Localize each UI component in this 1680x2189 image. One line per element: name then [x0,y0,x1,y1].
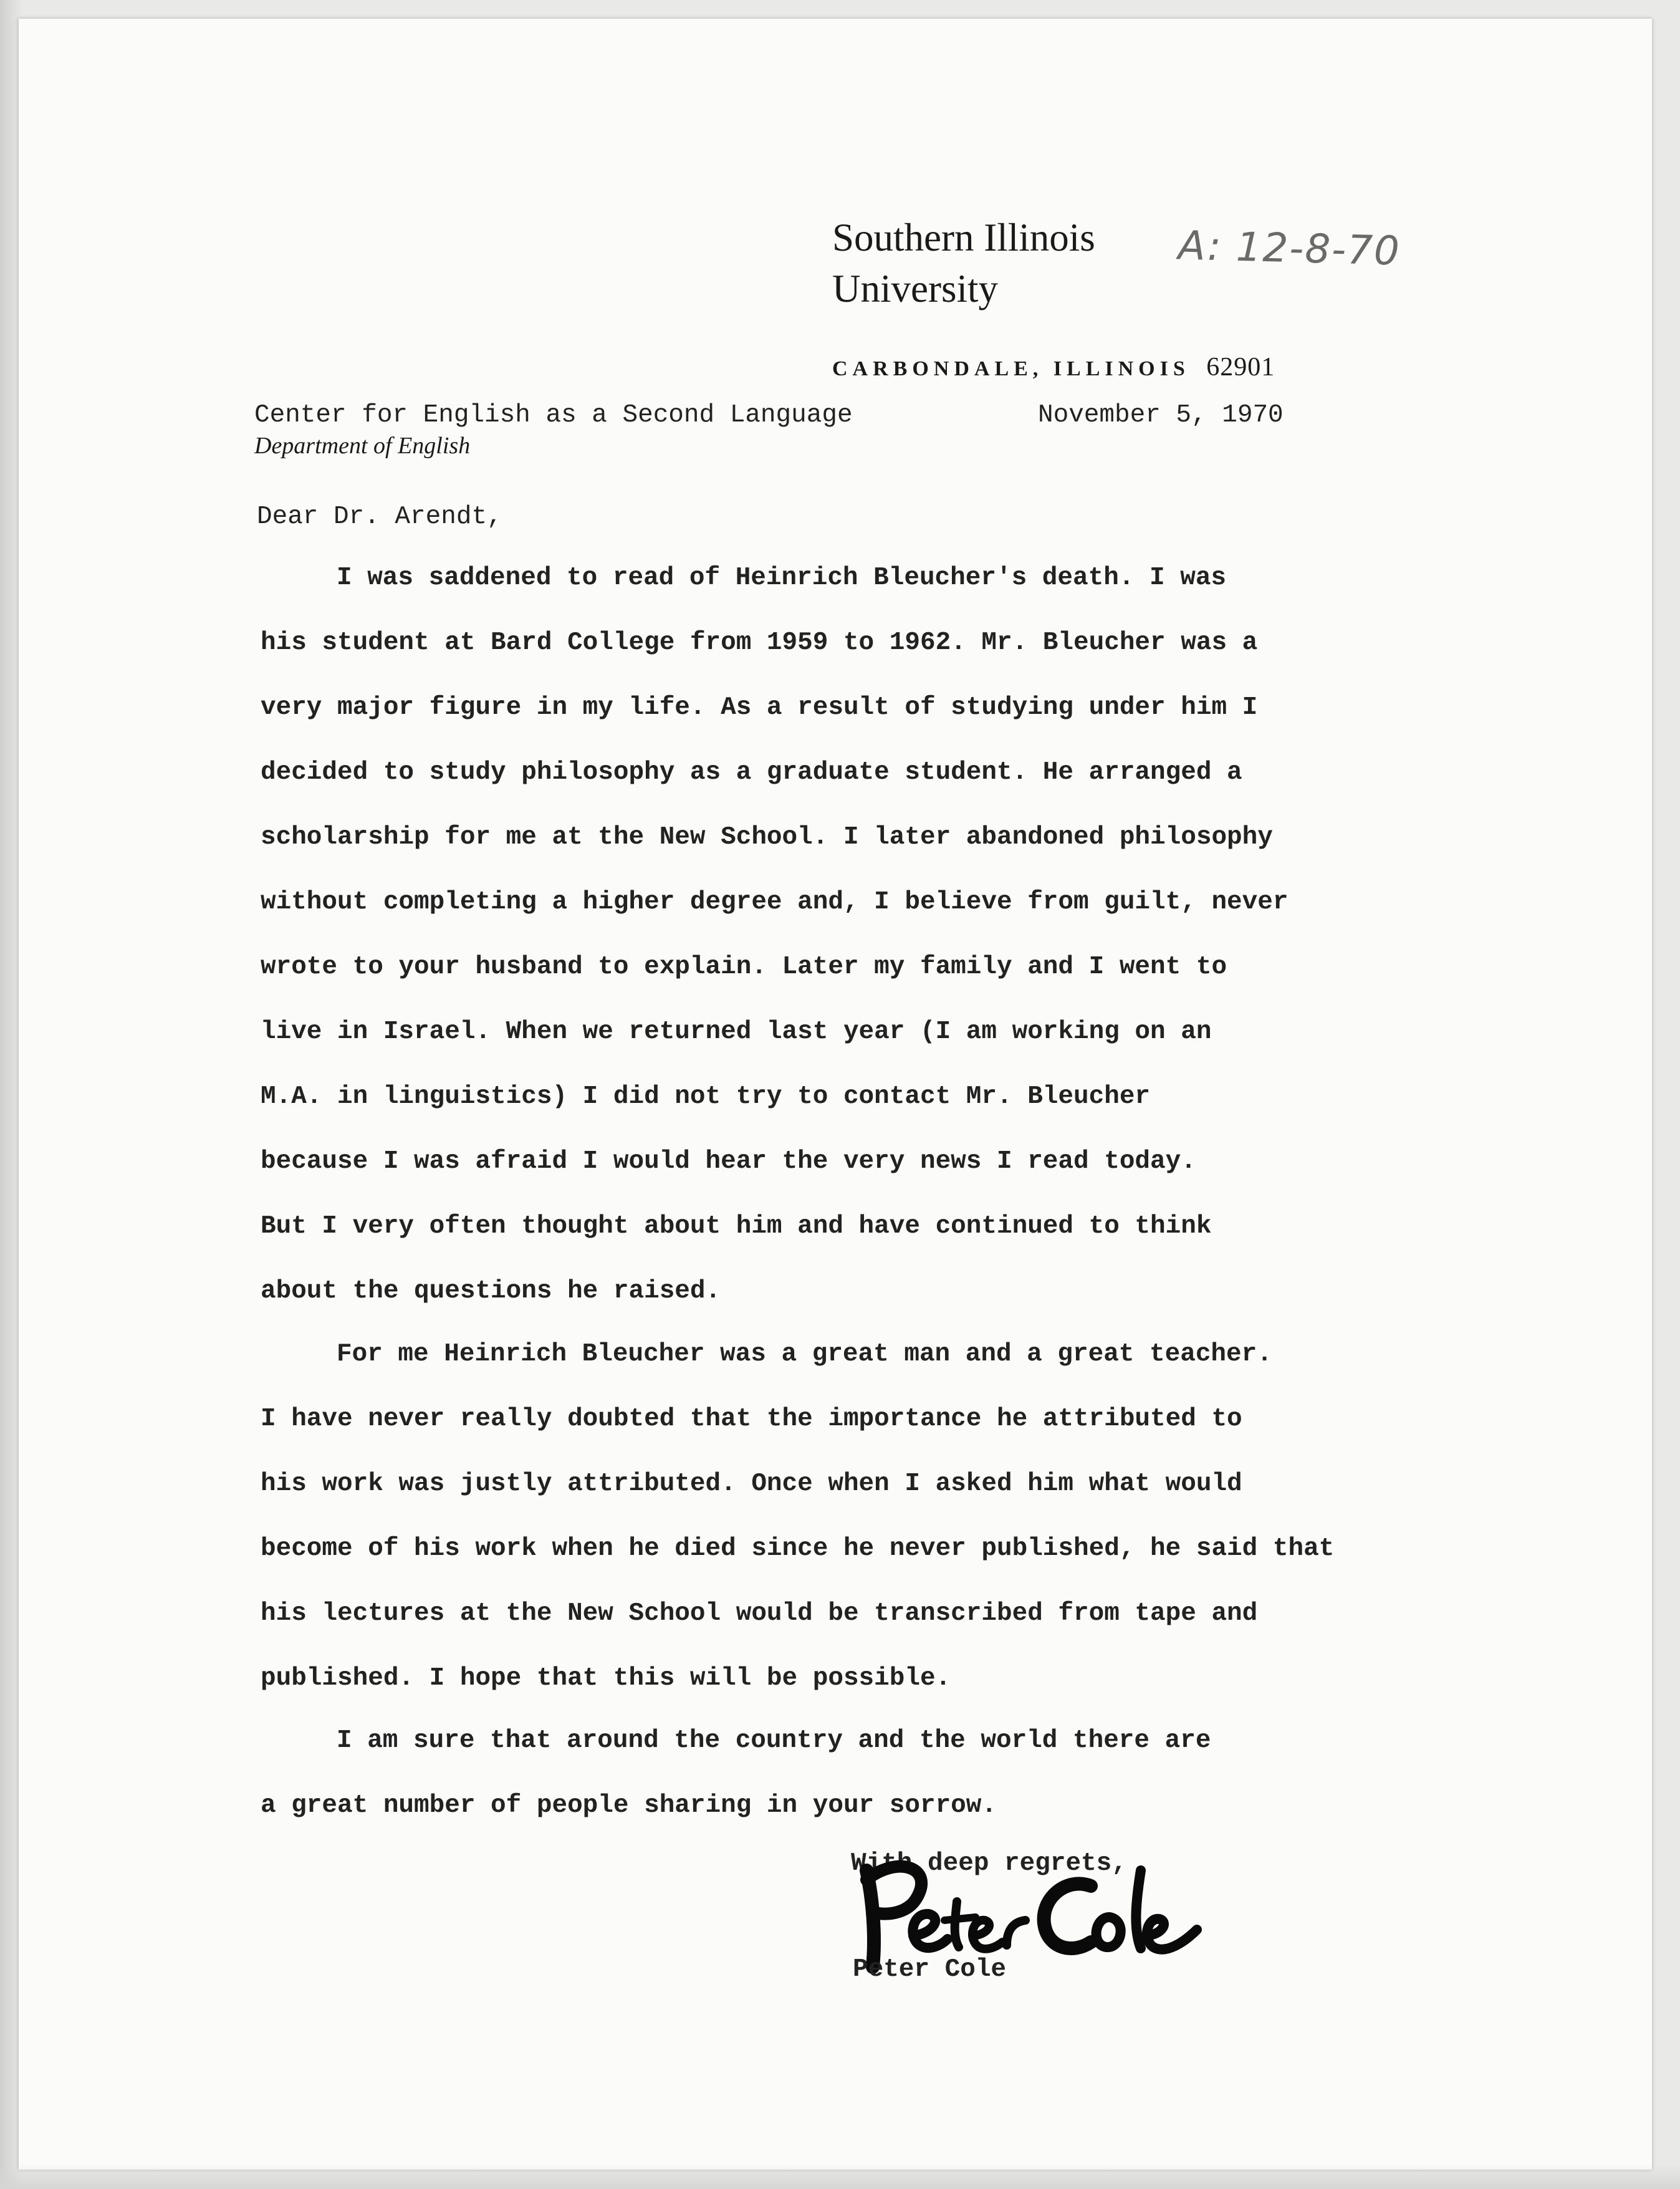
body-line: become of his work when he died since he never published, he said that [261,1534,1335,1563]
body-paragraph-2 [261,1322,1334,1711]
body-line: published. I hope that this will be possible. [261,1664,951,1693]
body-line: his student at Bard College from 1959 to 1962. Mr. Bleucher was a [261,628,1258,657]
body-line: I am sure that around the country and the world there are [337,1726,1211,1755]
body-line: But I very often thought about him and have continued to think [261,1212,1212,1241]
letterhead-city: CARBONDALE, ILLINOIS [832,357,1190,380]
letterhead [832,212,1095,314]
sender-center: Center for English as a Second Language [254,401,853,430]
pencil-annotation: A: 12-8-70 [1178,223,1401,275]
body-line: For me Heinrich Bleucher was a great man and a great teacher. [337,1340,1272,1369]
body-line: his work was justly attributed. Once when I asked him what would [261,1470,1242,1498]
body-line: his lectures at the New School would be transcribed from tape and [261,1599,1258,1628]
body-line: without completing a higher degree and, I believe from guilt, never [261,888,1289,916]
sender-department: Department of English [254,433,471,459]
body-line: I was saddened to read of Heinrich Bleucher's death. I was [337,564,1227,592]
body-line: wrote to your husband to explain. Later my family and I went to [261,953,1227,981]
body-line: about the questions he raised. [261,1277,721,1306]
body-line: very major figure in my life. As a result of studying under him I [261,693,1258,722]
closing: With deep regrets, [851,1849,1127,1878]
body-line: because I was afraid I would hear the very news I read today. [261,1147,1196,1176]
sender-block [254,399,853,460]
body-line: live in Israel. When we returned last year (I am working on an [261,1018,1212,1046]
body-paragraph-1 [261,546,1288,1324]
body-line: scholarship for me at the New School. I later abandoned philosophy [261,823,1273,852]
body-line: a great number of people sharing in your sorrow. [261,1791,997,1820]
typed-signature-name: Peter Cole [853,1955,1007,1984]
letterhead-line-1: Southern Illinois [832,216,1095,259]
body-paragraph-3 [261,1708,1211,1838]
salutation: Dear Dr. Arendt, [257,503,502,531]
letterhead-line-2: University [832,267,998,310]
letterhead-zip: 62901 [1206,353,1275,382]
letter-date: November 5, 1970 [1038,401,1284,430]
scan-edge-bottom [0,2164,1680,2189]
body-line: decided to study philosophy as a graduate student. He arranged a [261,758,1242,787]
letterhead-address [832,352,1275,382]
body-line: M.A. in linguistics) I did not try to contact Mr. Bleucher [261,1082,1151,1111]
body-line: I have never really doubted that the importance he attributed to [261,1405,1242,1433]
